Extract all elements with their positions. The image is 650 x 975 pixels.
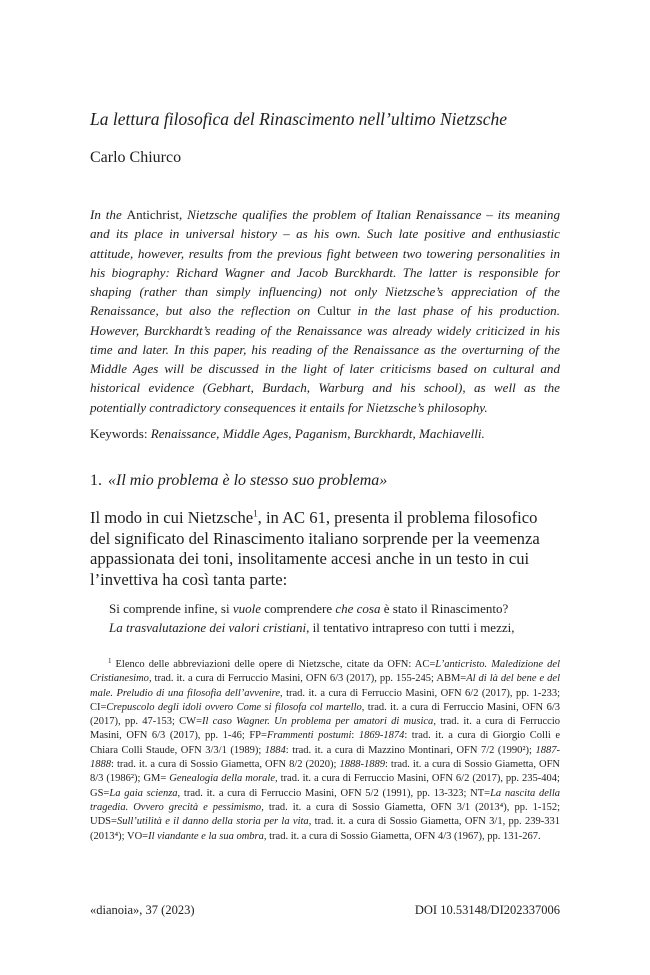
block-quote [109, 600, 560, 637]
text-run: che cosa [335, 601, 381, 616]
footnote-marker: 1 [108, 656, 112, 665]
text-run: 1887-1888 [90, 744, 560, 771]
text-run: La nascita della tragedia. Ovvero grecità e pessimismo [90, 787, 561, 813]
footnote-reference[interactable]: 1 [253, 508, 258, 519]
text-run: : trad. it. a cura di Giorgio Colli e Chiara Colli Staude, OFN 3/3/1 (1989); [90, 730, 560, 756]
text-run: Cultur [317, 303, 351, 319]
text-run: Antichrist [126, 207, 180, 222]
text-run: , trad. it. a cura di Ferruccio Masini, OFN 6/3 (2017), pp. 47-153; CW= [90, 701, 560, 728]
text-run: Al di là del bene e del male. Preludio di una filosofia dell’avvenire [90, 673, 560, 699]
text-run: Si comprende infine, si [109, 601, 233, 616]
text-run: , trad. it. a cura di Ferruccio Masini, OFN 5/2 (1991), pp. 13-323; NT= [177, 787, 491, 799]
text-run: , Nietzsche qualifies the problem of Italian Renaissance – its meaning and its place in universal history – as his own. Such late positive and enthusiastic attitude, however, results from the previous fight between two towering personalities in his biography: Richard Wagner and Jacob Burckhardt. The latter is responsible for shaping (rather than simply influencing) not only Nietzsche’s appreciation of the Renaissance, but also the reflection on [90, 207, 560, 319]
doi: DOI 10.53148/DI202337006 [414, 903, 560, 917]
body-text-start: Il modo in cui Nietzsche [90, 508, 254, 527]
text-run: , trad. it. a cura di Ferruccio Masini, OFN 6/2 (2017), pp. 1-233; CI= [90, 687, 560, 713]
footnote-text [90, 656, 561, 842]
keywords-label: Keywords: [90, 426, 151, 441]
section-heading [90, 470, 560, 491]
text-run: , trad. it. a cura di Ferruccio Masini, OFN 6/2 (2017), pp. 235-404; GS= [90, 773, 560, 799]
text-run: 1884 [264, 744, 286, 756]
text-run: : trad. it. a cura di Sossio Giametta, OFN 8/3 (1986²); GM= [90, 759, 561, 785]
text-run: in the last phase of his production. However, Burckhardt’s reading of the Renaissance was already widely criticized in his time and later. In this paper, his reading of the Renaissance as the overturning of the Middle Ages will be discussed in the light of later criticisms based on cultural and historical evidence (Gebhart, Burdach, Warburg and his school), as well as the potentially contradictory consequences it entails for Nietzsche’s philosophy. [90, 303, 560, 415]
text-run: Elenco delle abbreviazioni delle opere di Nietzsche, citate da OFN: AC= [115, 659, 436, 670]
text-run: 1869-1874 [358, 730, 405, 742]
section-title: «Il mio problema è lo stesso suo problema» [108, 472, 388, 489]
text-run: In the [90, 207, 127, 222]
text-run: La gaia scienza [109, 787, 178, 799]
text-run: è stato il Rinascimento? [380, 601, 509, 616]
text-run: Il caso Wagner. Un problema per amatori di musica [202, 716, 434, 728]
article-author: Carlo Chiurco [90, 149, 182, 166]
text-run: , trad. it. a cura di Sossio Giametta, OFN 4/3 (1967), pp. 131-267. [263, 830, 541, 842]
text-run: , trad. it. a cura di Sossio Giametta, OFN 3/1, pp. 239-331 (2013⁴); VO= [90, 816, 560, 842]
text-run: , il tentativo intrapreso con tutti i mezzi, [306, 619, 515, 635]
text-run: comprendere [261, 601, 336, 616]
quote-line-2 [109, 620, 514, 635]
journal-citation: «dianoia», 37 (2023) [90, 903, 195, 917]
quote-line-1 [109, 601, 508, 616]
text-run: , trad. it. a cura di Ferruccio Masini, OFN 6/3 (2017), pp. 155-245; ABM= [148, 673, 467, 685]
keywords [90, 424, 560, 443]
keywords-list: Renaissance, Middle Ages, Paganism, Burckhardt, Machiavelli. [150, 426, 485, 441]
text-run: , trad. it. a cura di Sossio Giametta, OFN 3/1 (2013⁴), pp. 1-152; UDS= [90, 801, 560, 828]
text-run: Il viandante e la sua ombra [148, 830, 264, 842]
footnote-1 [90, 658, 560, 844]
text-run: : [351, 730, 359, 742]
text-run: Frammenti postumi [266, 730, 352, 742]
text-run: Genealogia della morale [169, 773, 276, 785]
text-run: vuole [232, 601, 261, 616]
text-run: L’anticristo. Maledizione del Cristianesimo [90, 659, 560, 685]
body-paragraph [90, 508, 560, 590]
text-run: La trasvalutazione dei valori cristiani [109, 619, 307, 635]
body-text-end: , in AC 61, presenta il problema filosofico del significato del Rinascimento italiano sorprende per la veemenza appassionata dei toni, insolitamente accesi anche in un testo in cui l’invettiva ha così tanta parte: [90, 508, 540, 589]
text-run: 1888-1889 [339, 759, 385, 771]
text-run: Crepuscolo degli idoli ovvero Come si filosofa col martello [106, 701, 362, 713]
text-run: Sull’utilità e il danno della storia per la vita [116, 816, 309, 828]
page-footer [90, 902, 560, 918]
section-number: 1. [90, 472, 102, 489]
text-run: , trad. it. a cura di Ferruccio Masini, OFN 6/3 (2017), pp. 1-46; FP= [90, 716, 560, 742]
article-title: La lettura filosofica del Rinascimento nell’ultimo Nietzsche [90, 109, 508, 129]
text-run: : trad. it. a cura di Sossio Giametta, OFN 8/2 (2020); [111, 759, 340, 771]
text-run: : trad. it. a cura di Mazzino Montinari, OFN 7/2 (1990²); [285, 744, 536, 756]
abstract [90, 205, 560, 417]
article-page [90, 0, 560, 975]
